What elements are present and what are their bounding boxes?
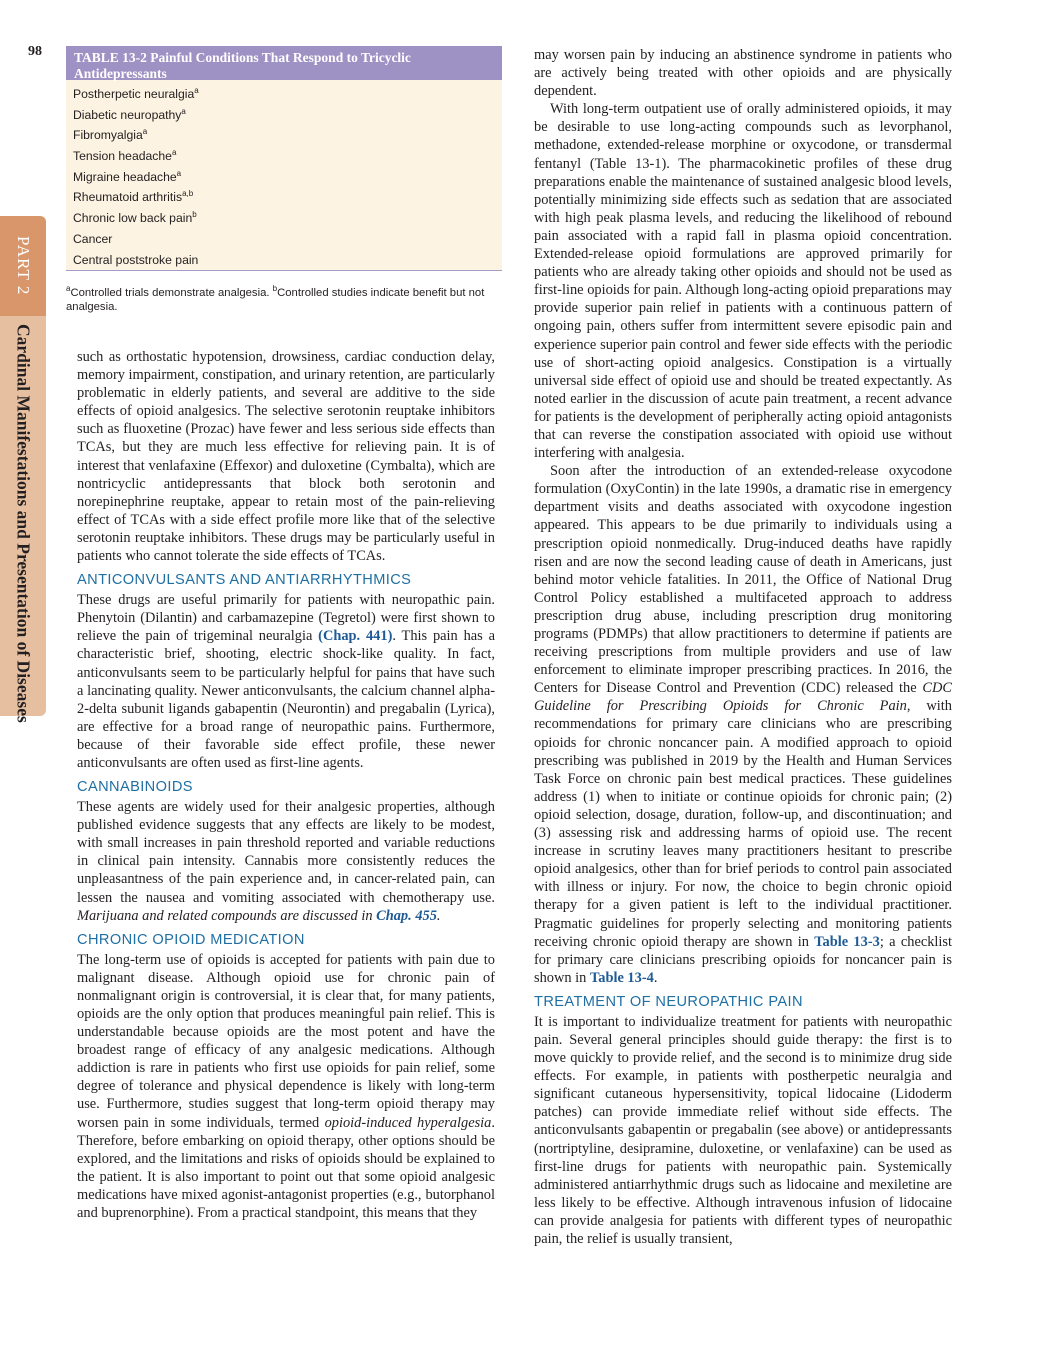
chapter-link[interactable]: Chap. 455: [376, 907, 437, 924]
paragraph: It is important to individualize treatment for patients with neuropathic pain. Several general principles should guide therapy: the first is to move quickly to provide relief, and the second is to minimize drug side effects. For example, in patients with postherpetic neuralgia and significant cutaneous hypersensitivity, topical lidocaine (Lidoderm patches) can provide immediate relief without side effects. The anticonvulsants gabapentin or pregabalin (see above) or antidepressants (nortriptyline, desipramine, duloxetine, or venlafaxine) can be used as first-line drugs for patients with neuropathic pain. Systemically administered antiarrhythmic drugs such as lidocaine and mexiletine are less likely to be effective. Although intravenous infusion of lidocaine can provide analgesia for patients with different types of neuropathic pain, the relief is usually transient,: [534, 1013, 952, 1247]
table-footnote: $^a$Controlled trials demonstrate analgesia. $^b$Controlled studies indicate benefit but not analgesia.: [66, 284, 485, 313]
left-column: [77, 348, 495, 1222]
table-row: Tension headache$^a$: [73, 148, 177, 164]
table-row: Chronic low back pain$^b$: [73, 210, 197, 226]
chapter-link[interactable]: (Chap. 441): [318, 628, 393, 645]
paragraph: With long-term outpatient use of orally administered opioids, it may be desirable to use long-acting compounds such as levorphanol, methadone, extended-release morphine or oxycodone, or transdermal fentanyl (Table 13-1). The pharmacokinetic profiles of these drug preparations enable the maintenance of sustained analgesic blood levels, potentially minimizing side effects such as sedation that are associated with high peak plasma levels, and reducing the likelihood of rebound pain associated with a rapid fall in plasma opioid concentration. Extended-release opioid formulations are approved primarily for patients who are already taking other opioids and should not be used as first-line opioids for pain. Although long-acting opioid preparations may provide superior pain relief in patients with a continuous pattern of ongoing pain, others suffer from intermittent severe episodic pain and experience superior pain control and fewer side effects with the periodic use of short-acting opioid analgesics. Constipation is a virtually universal side effect of opioid use and should be treated expectantly. As noted earlier in the discussion of acute pain treatment, a recent advance for patients is the development of peripherally acting opioid antagonists that can reverse the constipation associated with opioid use without interfering with analgesia.: [534, 101, 952, 462]
paragraph: These drugs are useful primarily for patients with neuropathic pain. Phenytoin (Dilantin) and carbamazepine (Tegretol) were first shown to relieve the pain of trigeminal neuralgia (Chap. 441). This pain has a characteristic brief, shooting, electric shock-like quality. In fact, anticonvulsants seem to be particularly helpful for pains that have such a lancinating quality. Newer anticonvulsants, the calcium channel alpha-2-delta subunit ligands gabapentin (Neurontin) and pregabalin (Lyrica), are effective for a broad range of neuropathic pains. Furthermore, because of their favorable side effect profile, these newer anticonvulsants are often used as first-line agents.: [77, 592, 495, 771]
part-label-box: [0, 216, 46, 316]
paragraph: The long-term use of opioids is accepted for patients with pain due to malignant disease. Although opioid use for chronic pain of nonmalignant origin is controversial, it is clear that, for many patients, opioids are the only option that produces meaningful pain relief. This is understandable because opioids are the most potent and have the broadest range of efficacy of any analgesic medications. Although addiction is rare in patients who first use opioids for pain relief, some degree of tolerance and physical dependence is likely with long-term use. Furthermore, studies suggest that long-term opioid therapy may worsen pain in some individuals, termed opioid-induced hyperalgesia. Therefore, before embarking on opioid therapy, other options should be explored, and the limitations and risks of opioids should be explained to the patient. It is also important to point out that some opioid analgesic medications have mixed agonist-antagonist properties (e.g., butorphanol and buprenorphine). From a practical standpoint, this means that they: [77, 951, 495, 1222]
heading-chronic-opioid: CHRONIC OPIOID MEDICATION: [77, 931, 305, 948]
table-row: Fibromyalgia$^a$: [73, 127, 148, 143]
table-rows: [66, 80, 502, 268]
paragraph: These agents are widely used for their analgesic properties, although published evidence suggests that any effects are likely to be modest, with small increases in pain threshold reported and variable reductions in clinical pain intensity. Cannabis more consistently reduces the unpleasantness of the pain experience and, in cancer-related pain, can lessen the nausea and vomiting associated with chemotherapy use. Marijuana and related compounds are discussed in Chap. 455.: [77, 799, 495, 924]
table-link[interactable]: Table 13-4: [589, 969, 654, 986]
page-number: 98: [28, 44, 42, 59]
heading-cannabinoids: CANNABINOIDS: [77, 779, 193, 796]
table-row: Migraine headache$^a$: [73, 168, 182, 184]
heading-neuropathic-pain: TREATMENT OF NEUROPATHIC PAIN: [534, 993, 803, 1010]
paragraph: Soon after the introduction of an extended-release oxycodone formulation (OxyContin) in the late 1990s, a dramatic rise in emergency department visits and deaths associated with oxycodone ingestion appeared. This appears to be due primarily to individuals using a prescription opioid nonmedically. Drug-induced deaths have rapidly risen and are now the second leading cause of death in Americans, just behind motor vehicle fatalities. In 2011, the Office of National Drug Control Policy established a multifaceted approach to address prescription drug abuse, including prescription drug monitoring programs (PDMPs) that allow practitioners to determine if patients are receiving prescriptions from multiple providers and use of law enforcement to eliminate improper prescribing practices. In 2016, the Centers for Disease Control and Prevention (CDC) released the CDC Guideline for Prescribing Opioids for Chronic Pain, with recommendations for primary care clinicians who are prescribing opioids for chronic noncancer pain. A modified approach to opioid prescribing was published in 2019 by the Health and Human Services Task Force on chronic pain best medical practices. These guidelines address (1) when to initiate or continue opioids for chronic pain; (2) opioid selection, dosage, duration, follow-up, and discontinuation; and (3) assessing risk and addressing harms of opioid use. The recent increase in scrutiny leaves many practitioners hesitant to prescribe opioid analgesics, other than for brief periods to control pain associated with illness or injury. For now, the choice to begin chronic opioid therapy for a given patient is left to the individual practitioner. Pragmatic guidelines for properly selecting and monitoring patients receiving chronic opioid therapy are shown in Table 13-3; a checklist for primary care clinicians prescribing opioids for noncancer pain is shown in Table 13-4.: [534, 463, 953, 986]
table-row: Diabetic neuropathy$^a$: [73, 106, 186, 122]
heading-anticonvulsants: ANTICONVULSANTS AND ANTIARRHYTHMICS: [77, 572, 412, 589]
part-label: PART 2: [14, 236, 33, 296]
section-label: Cardinal Manifestations and Presentation of Diseases: [13, 324, 34, 723]
table-link[interactable]: Table 13-3: [814, 933, 880, 950]
table-row: Central poststroke pain: [73, 252, 199, 267]
paragraph: may worsen pain by inducing an abstinence syndrome in patients who are actively being treated with other opioids and are physically dependent.: [534, 47, 952, 100]
table-row: Postherpetic neuralgia$^a$: [73, 86, 199, 102]
paragraph: such as orthostatic hypotension, drowsiness, cardiac conduction delay, memory impairment, constipation, and urinary retention, are particularly problematic in elderly patients, and several are additive to the side effects of opioid analgesics. The selective serotonin reuptake inhibitors such as fluoxetine (Prozac) have fewer and less serious side effects than TCAs, but they are much less effective for relieving pain. It is of interest that venlafaxine (Effexor) and duloxetine (Cymbalta), which are nontricyclic antidepressants that block both serotonin and norepinephrine reuptake, appear to retain most of the pain-relieving effect of TCAs with a side effect profile more like that of the selective serotonin reuptake inhibitors. These drugs may be particularly useful in patients who cannot tolerate the side effects of TCAs.: [77, 349, 495, 565]
section-label-box: [0, 324, 46, 723]
table-title: TABLE 13-2 Painful Conditions That Respond to Tricyclic Antidepressants: [66, 46, 502, 80]
table-row: Cancer: [73, 231, 113, 246]
chapter-side-tab: [0, 216, 46, 723]
table-13-2: [66, 46, 502, 271]
right-column: [534, 46, 952, 1248]
table-row: Rheumatoid arthritis$^{a,b}$: [73, 189, 194, 205]
